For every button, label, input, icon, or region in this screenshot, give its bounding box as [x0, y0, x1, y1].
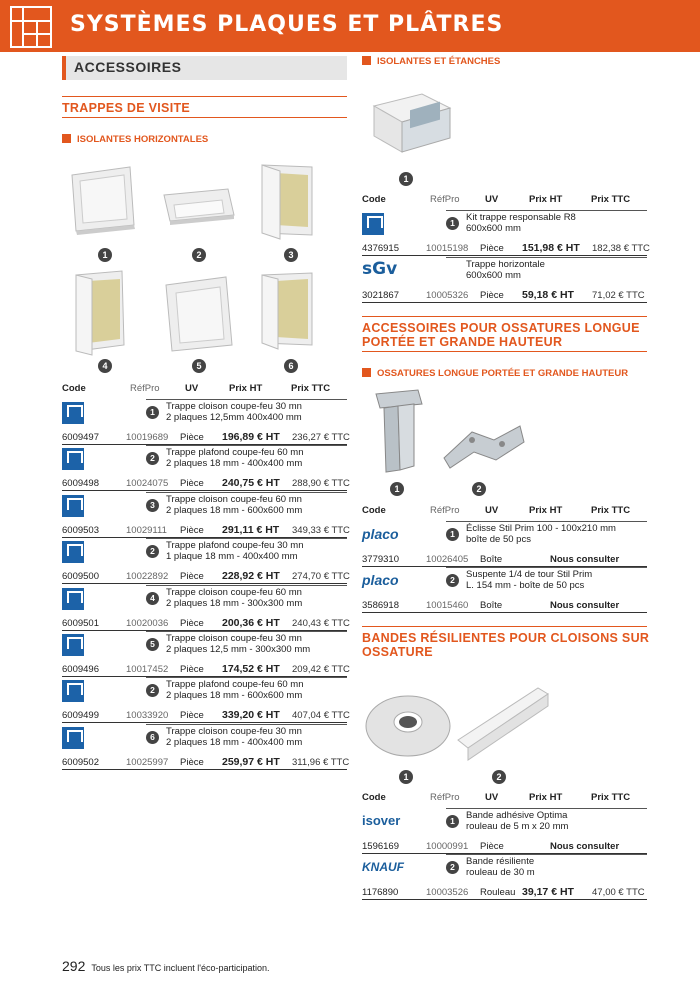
unit: Boîte — [480, 554, 503, 565]
ref-pro: 10015460 — [426, 600, 469, 611]
ref-pro: 10015198 — [426, 243, 469, 254]
product-code: 3021867 — [362, 290, 399, 301]
subsection-ossatures: OSSATURES LONGUE PORTÉE ET GRANDE HAUTEUR — [362, 368, 628, 379]
item-number: 2 — [146, 545, 159, 558]
price-ttc: 288,90 € TTC — [292, 478, 350, 490]
table-row: placo 1 Éclisse Stil Prim 100 - 100x210 mm boîte de 50 pcs 3779310 10026405 Boîte Nous consulter — [362, 521, 647, 567]
product-code: 6009498 — [62, 478, 99, 490]
section-title-trappes: TRAPPES DE VISITE — [62, 101, 191, 115]
price-ttc: 71,02 € TTC — [592, 290, 645, 301]
page-header — [0, 0, 700, 52]
table-header: Code RéfPro UV Prix HT Prix TTC — [362, 194, 631, 205]
price-ht: 59,18 € HT — [522, 289, 574, 301]
table-row: 3 Trappe cloison coupe-feu 60 mn 2 plaques 18 mm - 600x600 mm 6009503 10029111 Pièce 291,11 € HT 349,33 € TTC — [62, 493, 350, 536]
item-number: 5 — [192, 359, 206, 373]
price-ht: 174,52 € HT — [222, 663, 280, 675]
ref-pro: 10000991 — [426, 841, 469, 852]
price-ht: 196,89 € HT — [222, 431, 280, 443]
subsection-isolantes-etanches: ISOLANTES ET ÉTANCHES — [362, 56, 500, 67]
price-ttc: 349,33 € TTC — [292, 524, 350, 536]
trappe-image-2 — [164, 189, 234, 225]
product-code: 1596169 — [362, 841, 399, 852]
trappe-image-5 — [166, 277, 232, 351]
item-number: 1 — [446, 528, 459, 541]
section-title-bandes: BANDES RÉSILIENTES POUR CLOISONS SUR OSSATURE — [362, 631, 650, 659]
page-title: SYSTÈMES PLAQUES ET PLÂTRES — [70, 12, 504, 37]
item-number: 5 — [146, 638, 159, 651]
item-number: 1 — [399, 172, 413, 186]
product-code: 4376915 — [362, 243, 399, 254]
product-code: 6009499 — [62, 710, 99, 722]
unit: Pièce — [180, 571, 204, 583]
product-code: 6009503 — [62, 524, 99, 536]
brand-logo: placo — [362, 526, 399, 542]
price-ttc: 240,43 € TTC — [292, 617, 350, 629]
brand-logo — [62, 588, 84, 610]
item-number: 1 — [446, 217, 459, 230]
ref-pro: 10033920 — [126, 710, 169, 722]
table-row: KNAUF 2 Bande résiliente rouleau de 30 m 1176890 10003526 Rouleau 39,17 € HT 47,00 € TTC — [362, 854, 647, 900]
ref-pro: 10026405 — [426, 554, 469, 565]
brand-logo — [62, 448, 84, 470]
item-number: 1 — [146, 406, 159, 419]
item-number: 2 — [492, 770, 506, 784]
trappe-image-1 — [72, 167, 135, 235]
product-code: 6009497 — [62, 432, 99, 443]
page-number: 292 — [62, 958, 86, 974]
ossature-images — [362, 386, 642, 480]
item-number: 6 — [146, 731, 159, 744]
table-row: isover 1 Bande adhésive Optima rouleau de 5 m x 20 mm 1596169 10000991 Pièce Nous consulter — [362, 808, 647, 854]
eclisse-image — [376, 390, 422, 472]
item-number: 1 — [390, 482, 404, 496]
price-ht: 151,98 € HT — [522, 242, 580, 254]
item-number: 4 — [146, 592, 159, 605]
price-ttc: 47,00 € TTC — [592, 887, 645, 898]
price-ttc: 407,04 € TTC — [292, 710, 350, 722]
table-header: Code RéfPro UV Prix HT Prix TTC — [362, 505, 631, 516]
section-heading-accessoires: ACCESSOIRES — [62, 56, 347, 80]
price-ht: 291,11 € HT — [222, 523, 280, 536]
brand-logo — [62, 402, 84, 424]
unit: Pièce — [180, 478, 204, 490]
table-row: 2 Trappe plafond coupe-feu 30 mn 1 plaque 18 mm - 400x400 mm 6009500 10022892 Pièce 228,92 € HT 274,70 € TTC — [62, 540, 350, 583]
subsection-isolantes-horizontales: ISOLANTES HORIZONTALES — [62, 134, 208, 145]
item-number: 3 — [146, 499, 159, 512]
item-number: 1 — [399, 770, 413, 784]
unit: Pièce — [180, 756, 204, 768]
trappe-image-6 — [262, 273, 312, 349]
bande-adhesive-image — [366, 696, 450, 756]
table-row: 5 Trappe cloison coupe-feu 30 mn 2 plaques 12,5 mm - 300x300 mm 6009496 10017452 Pièce 174,52 € HT 209,42 € TTC — [62, 633, 350, 675]
section-title-ossatures: ACCESSOIRES POUR OSSATURES LONGUE PORTÉE ET GRANDE HAUTEUR — [362, 321, 640, 349]
brand-logo: placo — [362, 572, 399, 588]
item-number: 2 — [472, 482, 486, 496]
price-ht: 39,17 € HT — [522, 886, 574, 898]
brand-logo: isover — [362, 813, 401, 828]
price-ht: 339,20 € HT — [222, 709, 280, 722]
price-note: Nous consulter — [550, 554, 620, 565]
item-number: 2 — [192, 248, 206, 262]
divider — [62, 96, 347, 97]
item-number: 4 — [98, 359, 112, 373]
item-number: 1 — [446, 815, 459, 828]
table-row: 6 Trappe cloison coupe-feu 30 mn 2 plaques 18 mm - 400x400 mm 6009502 10025997 Pièce 259,97 € HT 311,96 € TTC — [62, 725, 350, 768]
price-ttc: 182,38 € TTC — [592, 243, 650, 254]
unit: Boîte — [480, 600, 503, 611]
unit: Pièce — [180, 432, 204, 443]
table-header: Code RéfPro UV Prix HT Prix TTC — [362, 792, 631, 803]
unit: Pièce — [480, 243, 504, 254]
suspente-image — [444, 426, 524, 468]
table-row: 2 Trappe plafond coupe-feu 60 mn 2 plaques 18 mm - 600x600 mm 6009499 10033920 Pièce 339,20 € HT 407,04 € TTC — [62, 679, 350, 722]
item-number: 2 — [146, 684, 159, 697]
ref-pro: 10020036 — [126, 617, 169, 629]
unit: Pièce — [180, 524, 204, 536]
ref-pro: 10029111 — [126, 524, 167, 536]
bande-images — [362, 676, 642, 768]
trappe-etanche-image — [362, 86, 642, 166]
table-row: 1 Kit trappe responsable R8 600x600 mm 4376915 10015198 Pièce 151,98 € HT 182,38 € TTC — [362, 212, 650, 254]
product-code: 6009500 — [62, 571, 99, 583]
divider — [62, 117, 347, 118]
table-header: Code RéfPro UV Prix HT Prix TTC — [62, 383, 331, 394]
price-ttc: 274,70 € TTC — [292, 571, 350, 583]
divider — [362, 351, 647, 352]
brand-logo — [62, 727, 84, 749]
unit: Pièce — [480, 290, 504, 301]
price-ttc: 236,27 € TTC — [292, 432, 350, 443]
unit: Pièce — [180, 617, 204, 629]
ref-pro: 10003526 — [426, 887, 469, 898]
ref-pro: 10022892 — [126, 571, 169, 583]
brand-logo — [62, 495, 84, 517]
trappe-image-4 — [76, 271, 124, 355]
product-code: 6009502 — [62, 756, 99, 768]
brand-logo: sGv — [362, 259, 398, 279]
item-number: 2 — [446, 861, 459, 874]
brand-logo: KNAUF — [362, 860, 404, 874]
price-note: Nous consulter — [550, 841, 620, 852]
item-number: 2 — [446, 574, 459, 587]
brand-logo — [62, 680, 84, 702]
price-ht: 228,92 € HT — [222, 570, 280, 583]
bande-resiliente-image — [458, 688, 548, 760]
grid-logo-icon — [10, 6, 52, 48]
price-ttc: 209,42 € TTC — [292, 664, 350, 675]
table-row: sGv Trappe horizontale 600x600 mm 3021867 10005326 Pièce 59,18 € HT 71,02 € TTC — [362, 257, 647, 303]
divider — [362, 626, 647, 627]
item-number: 3 — [284, 248, 298, 262]
ref-pro: 10019689 — [126, 432, 169, 443]
unit: Rouleau — [480, 887, 516, 898]
ref-pro: 10005326 — [426, 290, 469, 301]
product-code: 6009496 — [62, 664, 99, 675]
price-ttc: 311,96 € TTC — [292, 756, 350, 768]
trappe-image-3 — [262, 165, 312, 239]
product-code: 3586918 — [362, 600, 399, 611]
brand-logo — [362, 213, 384, 235]
ref-pro: 10025997 — [126, 756, 169, 768]
footer-note: Tous les prix TTC incluent l'éco-participation. — [91, 963, 270, 973]
table-row: 1 Trappe cloison coupe-feu 30 mn 2 plaques 12,5mm 400x400 mm 6009497 10019689 Pièce 196,89 € HT 236,27 € TTC — [62, 401, 350, 443]
product-code: 6009501 — [62, 617, 99, 629]
table-row: placo 2 Suspente 1/4 de tour Stil Prim L. 154 mm - boîte de 50 pcs 3586918 10015460 Boîte Nous consulter — [362, 567, 647, 613]
price-ht: 259,97 € HT — [222, 755, 280, 768]
unit: Pièce — [180, 664, 204, 675]
price-ht: 240,75 € HT — [222, 477, 280, 490]
table-row: 4 Trappe cloison coupe-feu 60 mn 2 plaques 18 mm - 300x300 mm 6009501 10020036 Pièce 200,36 € HT 240,43 € TTC — [62, 586, 350, 629]
unit: Pièce — [480, 841, 504, 852]
ref-pro: 10024075 — [126, 478, 169, 490]
item-number: 2 — [146, 452, 159, 465]
price-ht: 200,36 € HT — [222, 616, 280, 629]
divider — [362, 316, 647, 317]
brand-logo — [62, 634, 84, 656]
product-code: 1176890 — [362, 887, 399, 898]
ref-pro: 10017452 — [126, 664, 169, 675]
product-code: 3779310 — [362, 554, 399, 565]
item-number: 1 — [98, 248, 112, 262]
price-note: Nous consulter — [550, 600, 620, 611]
item-number: 6 — [284, 359, 298, 373]
table-row: 2 Trappe plafond coupe-feu 60 mn 2 plaques 18 mm - 400x400 mm 6009498 10024075 Pièce 240,75 € HT 288,90 € TTC — [62, 447, 350, 490]
page-footer — [62, 958, 270, 974]
brand-logo — [62, 541, 84, 563]
unit: Pièce — [180, 710, 204, 722]
